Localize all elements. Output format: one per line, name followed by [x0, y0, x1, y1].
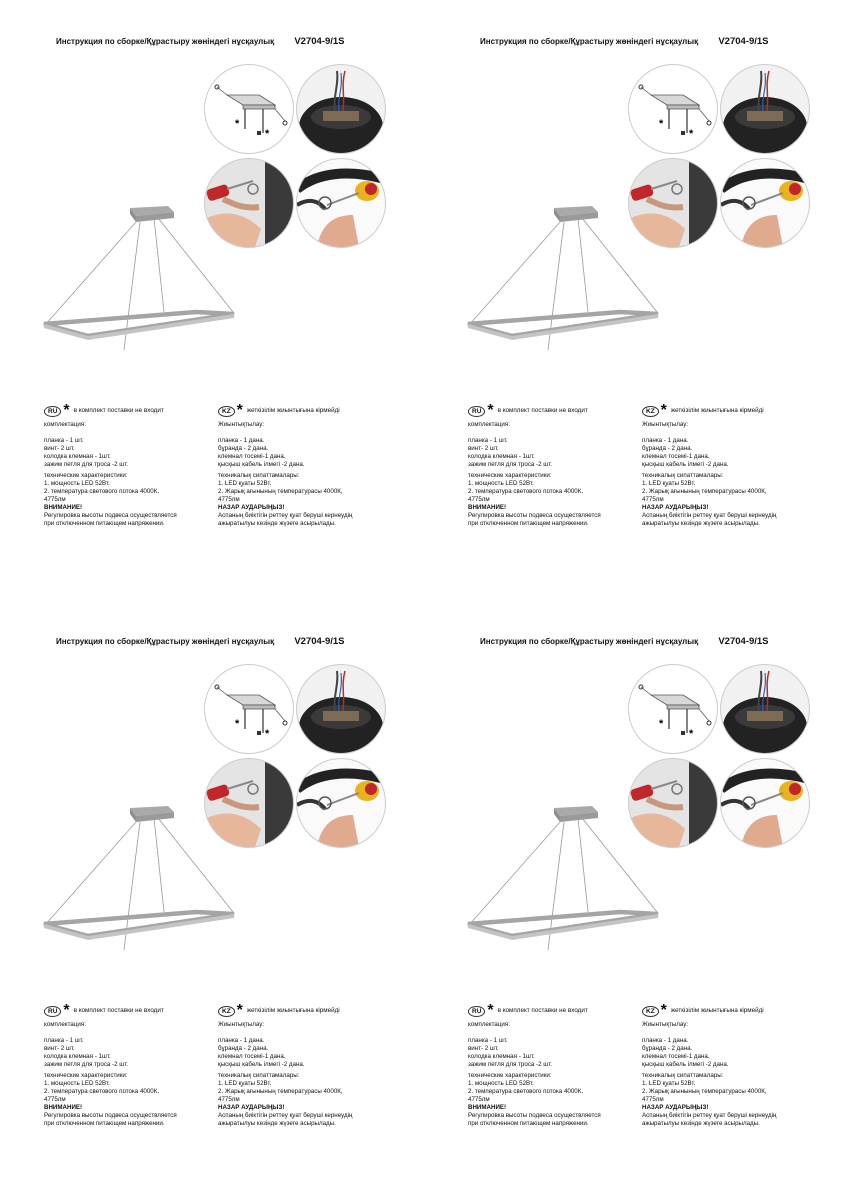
kz-warning-text: Аспаның биіктігін реттеу қуат беруші кернеудің [642, 1112, 777, 1119]
kz-flag-badge: KZ [218, 1006, 235, 1017]
kz-kit-item: планка - 1 дана. [218, 1037, 265, 1044]
kz-legend: жеткізілім жиынтығына кірмейді [670, 1007, 764, 1014]
kz-tech-title: техникалық сипаттамалары: [218, 472, 300, 479]
canopy-wiring-photo [720, 64, 810, 154]
ru-flag-badge: RU [44, 1006, 61, 1017]
kz-kit-item: қысқыш кабель ілмегі -2 дана. [642, 1061, 729, 1068]
kz-kit-item: қысқыш кабель ілмегі -2 дана. [642, 461, 729, 468]
ru-kit-item: зажим петля для троса -2 шт. [468, 461, 553, 468]
svg-text:*: * [689, 128, 694, 140]
kz-tech-title: техникалық сипаттамалары: [642, 1072, 724, 1079]
svg-text:*: * [235, 118, 240, 130]
cable-clamp-photo [720, 758, 810, 848]
ru-tech-item: 4775лм [468, 496, 490, 503]
asterisk-icon: * [63, 1002, 70, 1019]
bracket-diagram [628, 664, 718, 754]
pendant-lamp-illustration [452, 800, 692, 960]
pendant-lamp-illustration [28, 800, 268, 960]
ru-legend: в комплект поставки не входит [497, 407, 588, 414]
ru-flag-badge: RU [468, 406, 485, 417]
ru-tech-item: 1. мощность LED 52Вт. [44, 1080, 110, 1087]
ru-warning-title: ВНИМАНИЕ! [44, 1104, 83, 1111]
kz-tech-title: техникалық сипаттамалары: [642, 472, 724, 479]
kz-tech-item: 1. LED қуаты 52Вт. [218, 480, 272, 487]
ru-warning-text: при отключенном питающем напряжении. [44, 1120, 165, 1127]
kz-warning-text: Аспаның биіктігін реттеу қуат беруші кернеудің [218, 512, 353, 519]
ru-tech-title: технические характеристики: [44, 1072, 128, 1079]
sheet-title: Инструкция по сборке/Құрастыру жөніндегі нұсқаулық [56, 37, 275, 46]
kz-kit-item: қысқыш кабель ілмегі -2 дана. [218, 1061, 305, 1068]
canopy-wiring-photo [296, 64, 386, 154]
ru-warning-text: Регулировка высоты подвеса осуществляется [468, 512, 601, 519]
kz-kit-item: клемнал тосемі-1 дана. [642, 1053, 710, 1060]
kz-kit-item: планка - 1 дана. [642, 437, 689, 444]
ru-tech-item: 4775лм [44, 1096, 66, 1103]
kz-warning-text: ажыратылуы кезінде жүзеге асырылады. [642, 1120, 760, 1127]
kz-kit-item: қысқыш кабель ілмегі -2 дана. [218, 461, 305, 468]
ru-tech-item: 2. температура светового потока 4000К, [468, 488, 584, 495]
kz-kit-item: бұранда - 2 дана. [218, 445, 269, 452]
kz-kit-title: Жиынтықтылау: [642, 1021, 689, 1028]
ru-warning-title: ВНИМАНИЕ! [468, 504, 507, 511]
ru-kit-item: винт- 2 шт. [44, 445, 75, 452]
model-number: V2704-9/1S [718, 36, 769, 47]
cable-clamp-photo [720, 158, 810, 248]
kz-tech-item: 2. Жарық ағынының температурасы 4000К, [642, 1088, 767, 1095]
ru-flag-badge: RU [44, 406, 61, 417]
kz-flag-badge: KZ [642, 1006, 659, 1017]
kz-kit-item: планка - 1 дана. [642, 1037, 689, 1044]
ru-kit-item: колодка клемная - 1шт. [44, 1053, 111, 1060]
kz-tech-item: 4775лм [218, 1096, 240, 1103]
sheet-header [480, 36, 769, 47]
kz-kit-title: Жиынтықтылау: [642, 421, 689, 428]
kz-flag-badge: KZ [642, 406, 659, 417]
svg-text:*: * [265, 728, 270, 740]
kz-tech-item: 4775лм [642, 1096, 664, 1103]
kazakh-column [642, 1004, 818, 1128]
ru-kit-item: колодка клемная - 1шт. [44, 453, 111, 460]
pendant-lamp-illustration [28, 200, 268, 360]
ru-kit-item: зажим петля для троса -2 шт. [468, 1061, 553, 1068]
kz-warning-title: НАЗАР АУДАРЫҢЫЗ! [642, 504, 709, 511]
kz-tech-item: 4775лм [218, 496, 240, 503]
ru-kit-title: комплектация: [468, 421, 510, 428]
kz-warning-title: НАЗАР АУДАРЫҢЫЗ! [642, 1104, 709, 1111]
ru-warning-title: ВНИМАНИЕ! [44, 504, 83, 511]
ru-kit-title: комплектация: [468, 1021, 510, 1028]
kz-legend: жеткізілім жиынтығына кірмейді [246, 1007, 340, 1014]
ru-legend: в комплект поставки не входит [73, 1007, 164, 1014]
ru-flag-badge: RU [468, 1006, 485, 1017]
sheet-title: Инструкция по сборке/Құрастыру жөніндегі нұсқаулық [56, 637, 275, 646]
ru-warning-text: Регулировка высоты подвеса осуществляется [44, 512, 177, 519]
ru-tech-item: 2. температура светового потока 4000К, [468, 1088, 584, 1095]
svg-text:*: * [235, 718, 240, 730]
kz-kit-item: клемнал тосемі-1 дана. [218, 453, 286, 460]
model-number: V2704-9/1S [294, 36, 345, 47]
ru-tech-item: 2. температура светового потока 4000К, [44, 488, 160, 495]
instruction-sheet-bottom-left [0, 600, 424, 1200]
ru-warning-text: Регулировка высоты подвеса осуществляется [44, 1112, 177, 1119]
kazakh-column [218, 404, 394, 528]
ru-warning-text: при отключенном питающем напряжении. [44, 520, 165, 527]
kz-legend: жеткізілім жиынтығына кірмейді [670, 407, 764, 414]
sheet-title: Инструкция по сборке/Құрастыру жөніндегі нұсқаулық [480, 637, 699, 646]
svg-text:*: * [689, 728, 694, 740]
ru-kit-item: винт- 2 шт. [468, 1045, 499, 1052]
asterisk-icon: * [63, 402, 70, 419]
ru-tech-item: 1. мощность LED 52Вт. [44, 480, 110, 487]
canopy-wiring-photo [720, 664, 810, 754]
ru-warning-title: ВНИМАНИЕ! [468, 1104, 507, 1111]
ru-tech-title: технические характеристики: [44, 472, 128, 479]
ru-kit-title: комплектация: [44, 421, 86, 428]
bracket-diagram [204, 64, 294, 154]
sheet-header [56, 636, 345, 647]
ru-legend: в комплект поставки не входит [497, 1007, 588, 1014]
cable-clamp-photo [296, 758, 386, 848]
instruction-sheet-top-left [0, 0, 424, 600]
svg-text:*: * [659, 718, 664, 730]
kz-tech-item: 4775лм [642, 496, 664, 503]
ru-kit-item: винт- 2 шт. [44, 1045, 75, 1052]
russian-column [468, 404, 638, 528]
kz-kit-item: бұранда - 2 дана. [642, 1045, 693, 1052]
ru-kit-item: планка - 1 шт. [468, 437, 508, 444]
asterisk-icon: * [236, 1002, 243, 1019]
bracket-diagram [628, 64, 718, 154]
kz-legend: жеткізілім жиынтығына кірмейді [246, 407, 340, 414]
sheet-header [480, 636, 769, 647]
ru-kit-item: планка - 1 шт. [468, 1037, 508, 1044]
svg-text:*: * [659, 118, 664, 130]
kz-tech-item: 1. LED қуаты 52Вт. [218, 1080, 272, 1087]
ru-kit-item: колодка клемная - 1шт. [468, 453, 535, 460]
ru-tech-item: 4775лм [44, 496, 66, 503]
instruction-sheet-bottom-right [424, 600, 848, 1200]
asterisk-icon: * [660, 1002, 667, 1019]
kz-tech-item: 1. LED қуаты 52Вт. [642, 1080, 696, 1087]
kz-tech-item: 1. LED қуаты 52Вт. [642, 480, 696, 487]
kz-warning-title: НАЗАР АУДАРЫҢЫЗ! [218, 504, 285, 511]
canopy-wiring-photo [296, 664, 386, 754]
model-number: V2704-9/1S [718, 636, 769, 647]
kz-kit-title: Жиынтықтылау: [218, 1021, 265, 1028]
russian-column [44, 404, 214, 528]
ru-tech-item: 1. мощность LED 52Вт. [468, 1080, 534, 1087]
instruction-sheet-top-right [424, 0, 848, 600]
ru-tech-item: 1. мощность LED 52Вт. [468, 480, 534, 487]
ru-tech-item: 4775лм [468, 1096, 490, 1103]
asterisk-icon: * [236, 402, 243, 419]
kz-warning-text: ажыратылуы кезінде жүзеге асырылады. [218, 1120, 336, 1127]
pendant-lamp-illustration [452, 200, 692, 360]
kz-kit-item: клемнал тосемі-1 дана. [218, 1053, 286, 1060]
kz-warning-text: Аспаның биіктігін реттеу қуат беруші кернеудің [642, 512, 777, 519]
ru-warning-text: при отключенном питающем напряжении. [468, 1120, 589, 1127]
kz-kit-item: бұранда - 2 дана. [642, 445, 693, 452]
kz-tech-title: техникалық сипаттамалары: [218, 1072, 300, 1079]
ru-warning-text: Регулировка высоты подвеса осуществляется [468, 1112, 601, 1119]
ru-kit-item: планка - 1 шт. [44, 1037, 84, 1044]
russian-column [468, 1004, 638, 1128]
kz-tech-item: 2. Жарық ағынының температурасы 4000К, [218, 488, 343, 495]
ru-legend: в комплект поставки не входит [73, 407, 164, 414]
ru-kit-item: зажим петля для троса -2 шт. [44, 1061, 129, 1068]
ru-tech-title: технические характеристики: [468, 1072, 552, 1079]
kz-warning-text: ажыратылуы кезінде жүзеге асырылады. [218, 520, 336, 527]
asterisk-icon: * [660, 402, 667, 419]
ru-kit-item: зажим петля для троса -2 шт. [44, 461, 129, 468]
kz-warning-title: НАЗАР АУДАРЫҢЫЗ! [218, 1104, 285, 1111]
asterisk-icon: * [487, 1002, 494, 1019]
kz-flag-badge: KZ [218, 406, 235, 417]
ru-kit-item: планка - 1 шт. [44, 437, 84, 444]
kz-kit-item: клемнал тосемі-1 дана. [642, 453, 710, 460]
kazakh-column [218, 1004, 394, 1128]
model-number: V2704-9/1S [294, 636, 345, 647]
bracket-diagram [204, 664, 294, 754]
kz-kit-title: Жиынтықтылау: [218, 421, 265, 428]
ru-tech-item: 2. температура светового потока 4000К, [44, 1088, 160, 1095]
kz-kit-item: бұранда - 2 дана. [218, 1045, 269, 1052]
ru-kit-item: колодка клемная - 1шт. [468, 1053, 535, 1060]
ru-kit-item: винт- 2 шт. [468, 445, 499, 452]
kazakh-column [642, 404, 818, 528]
kz-warning-text: ажыратылуы кезінде жүзеге асырылады. [642, 520, 760, 527]
asterisk-icon: * [487, 402, 494, 419]
russian-column [44, 1004, 214, 1128]
ru-warning-text: при отключенном питающем напряжении. [468, 520, 589, 527]
kz-warning-text: Аспаның биіктігін реттеу қуат беруші кернеудің [218, 1112, 353, 1119]
kz-tech-item: 2. Жарық ағынының температурасы 4000К, [642, 488, 767, 495]
sheet-title: Инструкция по сборке/Құрастыру жөніндегі нұсқаулық [480, 37, 699, 46]
ru-kit-title: комплектация: [44, 1021, 86, 1028]
kz-kit-item: планка - 1 дана. [218, 437, 265, 444]
cable-clamp-photo [296, 158, 386, 248]
kz-tech-item: 2. Жарық ағынының температурасы 4000К, [218, 1088, 343, 1095]
svg-text:*: * [265, 128, 270, 140]
ru-tech-title: технические характеристики: [468, 472, 552, 479]
sheet-header [56, 36, 345, 47]
